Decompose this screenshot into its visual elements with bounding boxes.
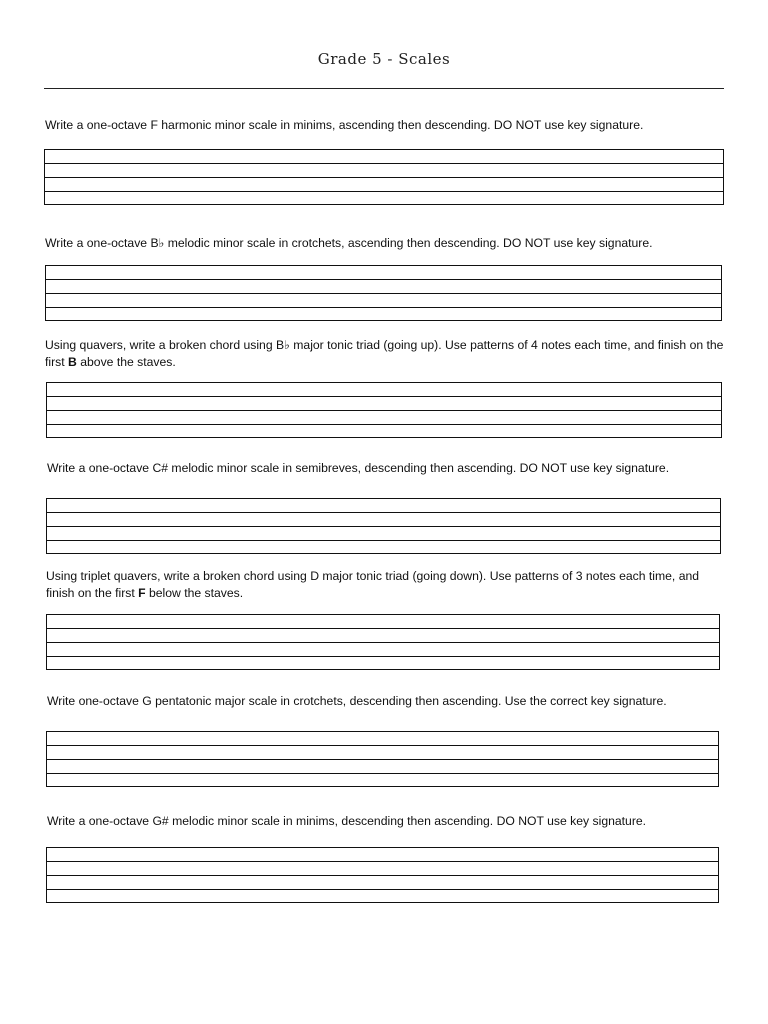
staff-line	[45, 191, 723, 192]
question-5-text	[46, 568, 726, 602]
staff-line	[47, 424, 721, 425]
staff-line	[47, 759, 718, 760]
answer-staff-5[interactable]	[46, 614, 720, 670]
question-3-text-start: Using quavers, write a broken chord using B♭ major tonic triad (going up). Use patterns of 4 notes each time, and finish on the first	[45, 338, 724, 369]
question-5-text-start: Using triplet quavers, write a broken chord using D major tonic triad (going down). Use patterns of 3 notes each time, and finish on the first	[46, 569, 700, 600]
question-5-target-note: F	[138, 586, 146, 600]
question-4-text: Write a one-octave C# melodic minor scale in semibreves, descending then ascending. DO NOT use key signature.	[47, 461, 670, 475]
staff-line	[47, 410, 721, 411]
staff-line	[47, 540, 720, 541]
staff-line	[46, 293, 721, 294]
staff-line	[47, 656, 719, 657]
staff-line	[47, 889, 718, 890]
title-divider	[44, 88, 724, 89]
staff-line	[47, 512, 720, 513]
staff-line	[47, 745, 718, 746]
staff-line	[47, 526, 720, 527]
answer-staff-6[interactable]	[46, 731, 719, 787]
staff-line	[47, 861, 718, 862]
answer-staff-3[interactable]	[46, 382, 722, 438]
staff-line	[47, 875, 718, 876]
staff-line	[47, 773, 718, 774]
question-3-target-note: B	[68, 355, 77, 369]
question-7-text: Write a one-octave G# melodic minor scale in minims, descending then ascending. DO NOT use key signature.	[47, 814, 647, 828]
question-5-text-end: below the staves.	[145, 586, 244, 600]
question-3-text-end: above the staves.	[76, 355, 176, 369]
staff-line	[47, 628, 719, 629]
staff-line	[47, 642, 719, 643]
staff-line	[45, 177, 723, 178]
answer-staff-1[interactable]	[44, 149, 724, 205]
answer-staff-2[interactable]	[45, 265, 722, 321]
staff-line	[47, 396, 721, 397]
answer-staff-4[interactable]	[46, 498, 721, 554]
staff-line	[46, 307, 721, 308]
question-1-text: Write a one-octave F harmonic minor scale in minims, ascending then descending. DO NOT use key signature.	[45, 118, 644, 132]
question-2-text: Write a one-octave B♭ melodic minor scale in crotchets, ascending then descending. DO NOT use key signature.	[45, 236, 653, 250]
question-6-text: Write one-octave G pentatonic major scale in crotchets, descending then ascending. Use the correct key signature.	[47, 694, 667, 708]
staff-line	[45, 163, 723, 164]
worksheet-title: Grade 5 - Scales	[317, 50, 451, 68]
staff-line	[46, 279, 721, 280]
question-3-text	[45, 337, 725, 371]
answer-staff-7[interactable]	[46, 847, 719, 903]
